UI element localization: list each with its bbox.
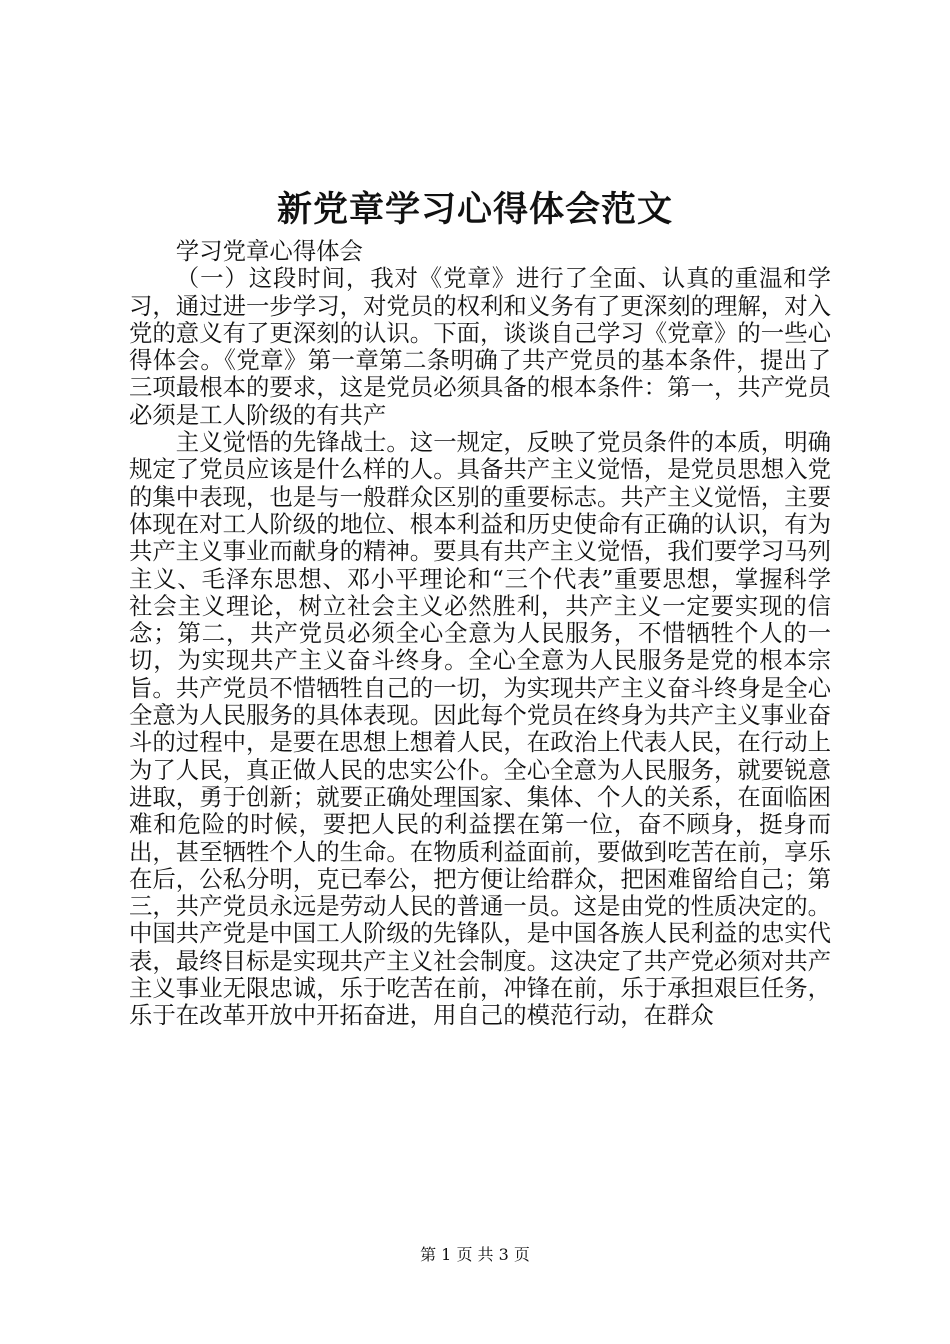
document-body <box>129 238 831 1030</box>
page-footer: 第 1 页 共 3 页 <box>420 1245 530 1264</box>
section-heading: 学习党章心得体会 <box>175 237 363 265</box>
paragraph-intro: （一）这段时间，我对《党章》进行了全面、认真的重温和学习，通过进一步学习，对党员的权利和义务有了更深刻的理解，对入党的意义有了更深刻的认识。下面，谈谈自己学习《党章》的一些心得体会。《党章》第一章第二条明确了共产党员的基本条件，提出了三项最根本的要求，这是党员必须具备的根本条件：第一，共产党员必须是工人阶级的有共产 <box>129 264 831 429</box>
document-title: 新党章学习心得体会范文 <box>276 189 673 230</box>
paragraph-main: 主义觉悟的先锋战士。这一规定，反映了党员条件的本质，明确规定了党员应该是什么样的人。具备共产主义觉悟，是党员思想入党的集中表现，也是与一般群众区别的重要标志。共产主义觉悟，主要体现在对工人阶级的地位、根本利益和历史使命有正确的认识，有为共产主义事业而献身的精神。要具有共产主义觉悟，我们要学习马列主义、毛泽东思想、邓小平理论和“三个代表”重要思想，掌握科学社会主义理论，树立社会主义必然胜利，共产主义一定要实现的信念；第二，共产党员必须全心全意为人民服务，不惜牺牲个人的一切，为实现共产主义奋斗终身。全心全意为人民服务是党的根本宗旨。共产党员不惜牺牲自己的一切，为实现共产主义奋斗终身是全心全意为人民服务的具体表现。因此每个党员在终身为共产主义事业奋斗的过程中，是要在思想上想着人民，在政治上代表人民，在行动上为了人民，真正做人民的忠实公仆。全心全意为人民服务，就要锐意进取，勇于创新；就要正确处理国家、集体、个人的关系，在面临困难和危险的时候，要把人民的利益摆在第一位，奋不顾身，挺身而出，甚至牺牲个人的生命。在物质利益面前，要做到吃苦在前，享乐在后，公私分明，克已奉公，把方便让给群众，把困难留给自己；第三，共产党员永远是劳动人民的普通一员。这是由党的性质决定的。中国共产党是中国工人阶级的先锋队，是中国各族人民利益的忠实代表，最终目标是实现共产主义社会制度。这决定了共产党必须对共产主义事业无限忠诚，乐于吃苦在前，冲锋在前，乐于承担艰巨任务，乐于在改革开放中开拓奋进，用自己的模范行动，在群众 <box>129 428 831 1030</box>
